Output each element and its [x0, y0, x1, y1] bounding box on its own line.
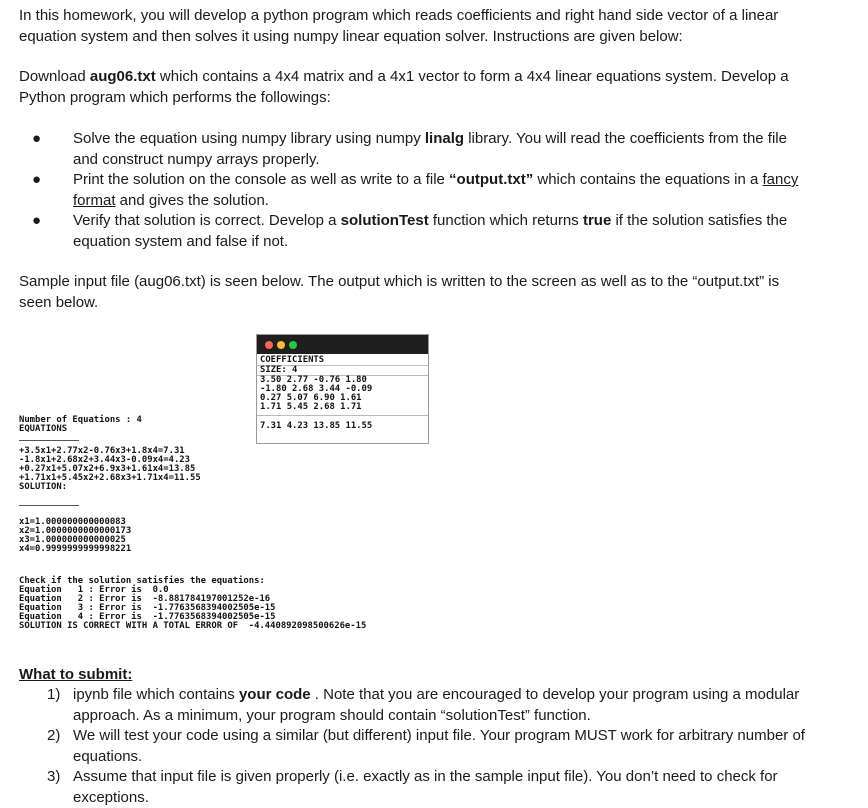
error-line: Equation 3 : Error is -1.7763568394002505e-15: [19, 603, 276, 613]
coefficients-label: COEFFICIENTS: [260, 355, 325, 365]
error-line: Equation 2 : Error is -8.881784197001252e-16: [19, 594, 271, 604]
intro-line-2: equation system and then solves it using numpy linear equation solver. Instructions are given below:: [19, 27, 683, 45]
equation-line: +1.71x1+5.45x2+2.68x3+1.71x4=11.55: [19, 473, 201, 483]
solution-line: x3=1.000000000000025: [19, 535, 126, 545]
solution-label: SOLUTION:: [19, 482, 68, 492]
close-dot-icon: [265, 341, 273, 349]
equation-line: -1.8x1+2.68x2+3.44x3-0.09x4=4.23: [19, 455, 190, 465]
check-label: Check if the solution satisfies the equations:: [19, 576, 265, 586]
total-error-line: SOLUTION IS CORRECT WITH A TOTAL ERROR OF -4.440892098500626e-15: [19, 621, 367, 631]
size-line: SIZE: 4: [260, 365, 298, 375]
download-line-1: Download aug06.txt which contains a 4x4 matrix and a 4x1 vector to form a 4x4 linear equations system. Develop a: [19, 68, 789, 85]
divider: [19, 505, 79, 506]
intro-line-1: In this homework, you will develop a python program which reads coefficients and right hand side vector of a linear: [19, 7, 779, 24]
rhs-vector: 7.31 4.23 13.85 11.55: [260, 421, 373, 431]
matrix-row: 1.71 5.45 2.68 1.71: [260, 402, 362, 412]
error-line: Equation 4 : Error is -1.7763568394002505e-15: [19, 612, 276, 622]
submit-heading: What to submit:: [19, 666, 133, 683]
solution-line: x4=0.9999999999998221: [19, 544, 132, 554]
intro-paragraph: [19, 6, 849, 47]
download-line-2: Python program which performs the followings:: [19, 88, 331, 106]
equation-line: +3.5x1+2.77x2-0.76x3+1.8x4=7.31: [19, 446, 185, 456]
maximize-dot-icon: [289, 341, 297, 349]
matrix-row: 0.27 5.07 6.90 1.61: [260, 393, 362, 403]
error-line: Equation 1 : Error is 0.0: [19, 585, 169, 595]
file-name: aug06.txt: [89, 68, 156, 85]
bullet-icon: ●: [32, 171, 42, 188]
divider: [19, 440, 79, 441]
equations-label: EQUATIONS: [19, 424, 68, 434]
matrix-row: -1.80 2.68 3.44 -0.09: [260, 384, 373, 394]
input-file-window: [256, 334, 429, 444]
minimize-dot-icon: [277, 341, 285, 349]
bullet-icon: ●: [32, 212, 42, 229]
sample-paragraph: Sample input file (aug06.txt) is seen below. The output which is written to the screen as well as to the “output.txt” is seen below.: [19, 273, 780, 311]
solution-line: x2=1.0000000000000173: [19, 526, 132, 536]
matrix-row: 3.50 2.77 -0.76 1.80: [260, 375, 367, 385]
window-title-bar: [257, 335, 428, 354]
equation-line: +0.27x1+5.07x2+6.9x3+1.61x4=13.85: [19, 464, 196, 474]
download-paragraph: [19, 67, 849, 108]
solution-line: x1=1.000000000000083: [19, 517, 126, 527]
equations-count: Number of Equations : 4: [19, 415, 142, 425]
divider: [257, 415, 428, 416]
bullet-icon: ●: [32, 130, 42, 147]
